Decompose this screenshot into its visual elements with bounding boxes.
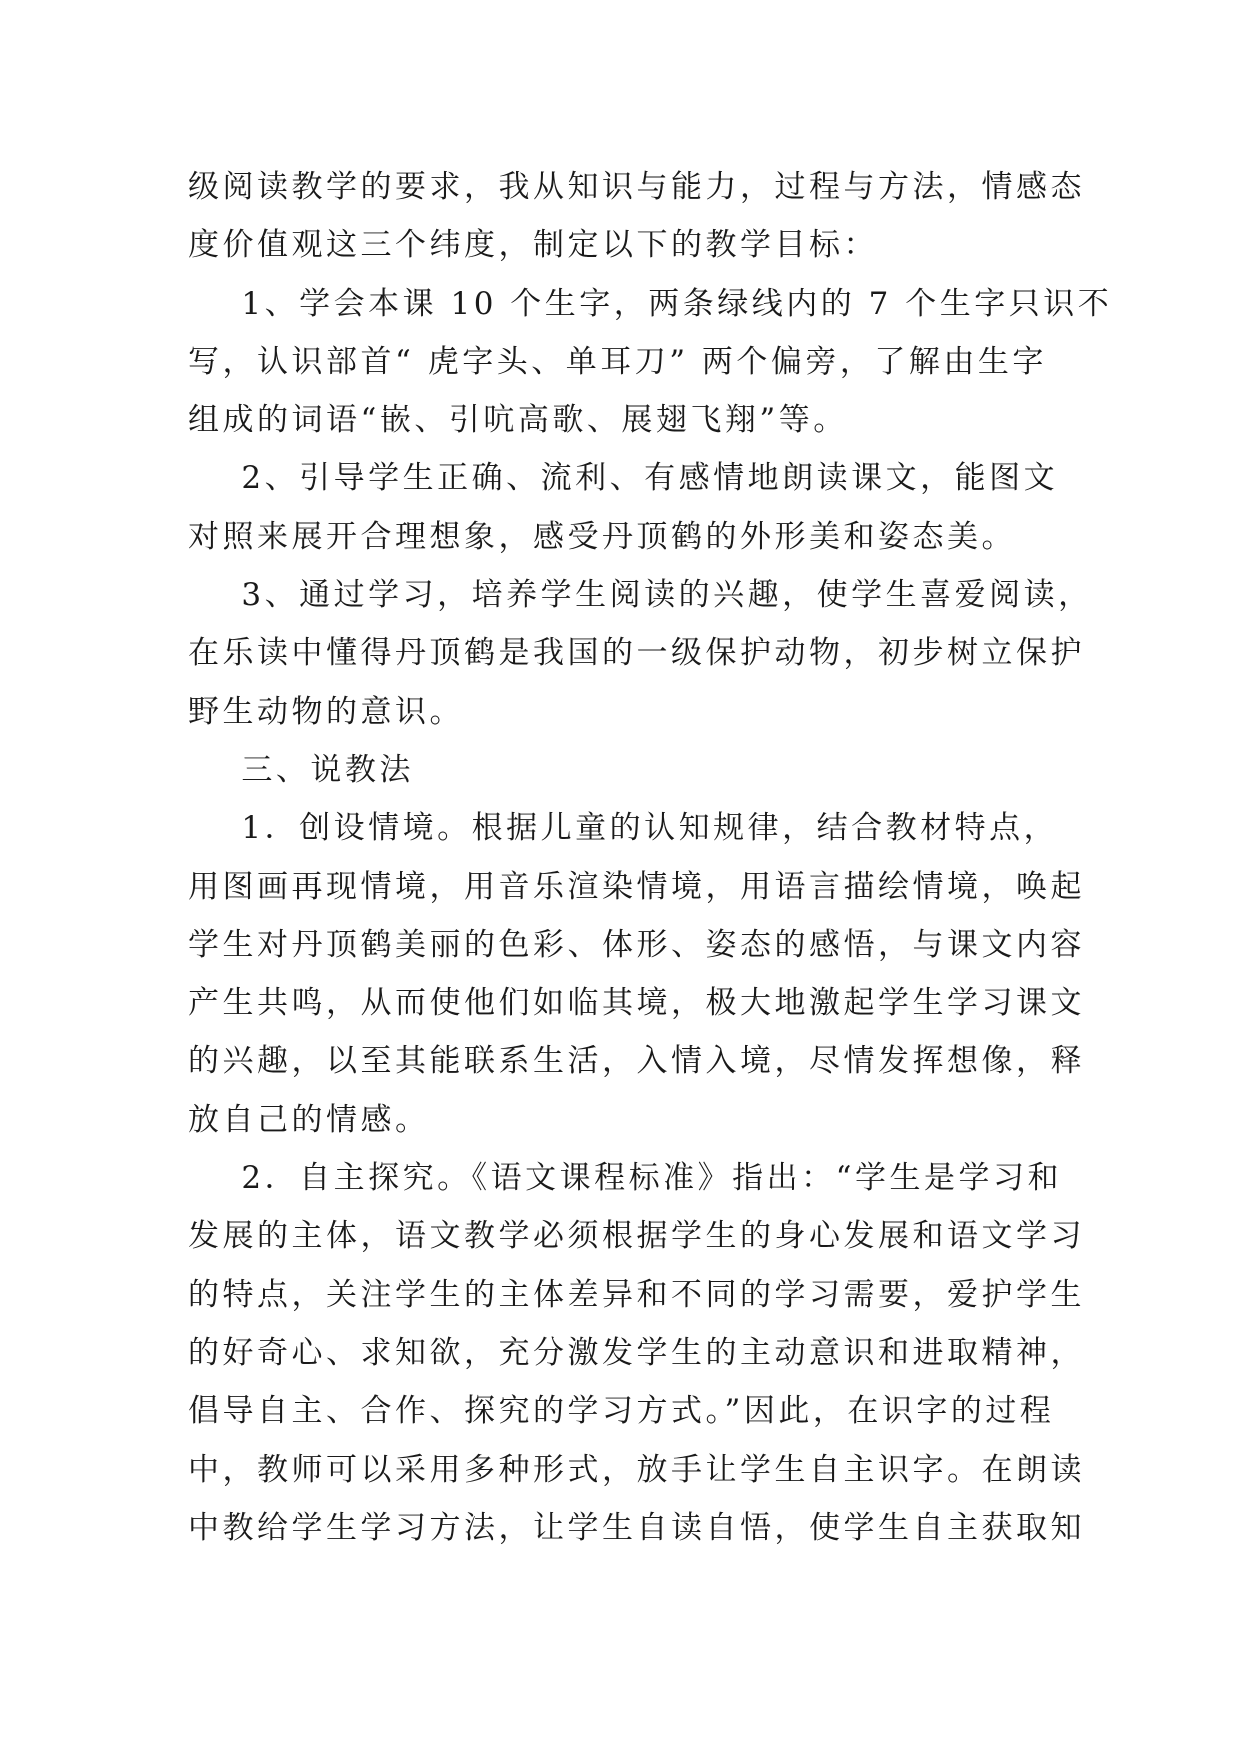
section-heading: 三、说教法 <box>188 751 414 788</box>
text-line: 在乐读中懂得丹顶鹤是我国的一级保护动物，初步树立保护 <box>188 635 1085 672</box>
text-line: 1．创设情境。根据儿童的认知规律，结合教材特点， <box>188 810 1059 847</box>
text-line: 的兴趣，以至其能联系生活，入情入境，尽情发挥想像，释 <box>188 1043 1085 1080</box>
text-line: 写，认识部首“ 虎字头、单耳刀” 两个偏旁，了解由生字 <box>188 343 1047 380</box>
document-body <box>188 158 1113 1557</box>
text-line: 1、学会本课 10 个生字，两条绿线内的 7 个生字只识不 <box>188 285 1113 322</box>
text-line: 对照来展开合理想象，感受丹顶鹤的外形美和姿态美。 <box>188 518 1016 555</box>
text-line: 中，教师可以采用多种形式，放手让学生自主识字。在朗读 <box>188 1451 1085 1488</box>
text-line: 产生共鸣，从而使他们如临其境，极大地激起学生学习课文 <box>188 985 1085 1022</box>
text-line: 3、通过学习，培养学生阅读的兴趣，使学生喜爱阅读， <box>188 577 1093 614</box>
text-line: 的特点，关注学生的主体差异和不同的学习需要，爱护学生 <box>188 1276 1085 1313</box>
text-line: 2．自主探究。《语文课程标准》指出：“学生是学习和 <box>188 1160 1062 1197</box>
text-line: 用图画再现情境，用音乐渲染情境，用语言描绘情境，唤起 <box>188 868 1085 905</box>
text-line: 倡导自主、合作、探究的学习方式。”因此，在识字的过程 <box>188 1393 1055 1430</box>
text-line: 2、引导学生正确、流利、有感情地朗读课文，能图文 <box>188 460 1059 497</box>
text-line: 学生对丹顶鹤美丽的色彩、体形、姿态的感悟，与课文内容 <box>188 926 1085 963</box>
text-line: 野生动物的意识。 <box>188 693 464 730</box>
text-line: 发展的主体，语文教学必须根据学生的身心发展和语文学习 <box>188 1218 1085 1255</box>
text-line: 放自己的情感。 <box>188 1101 430 1138</box>
text-line: 中教给学生学习方法，让学生自读自悟，使学生自主获取知 <box>188 1509 1085 1546</box>
text-line: 的好奇心、求知欲，充分激发学生的主动意识和进取精神， <box>188 1334 1085 1371</box>
text-line: 组成的词语“嵌、引吭高歌、展翅飞翔”等。 <box>188 402 848 439</box>
text-line: 级阅读教学的要求，我从知识与能力，过程与方法，情感态 <box>188 169 1085 205</box>
text-line: 度价值观这三个纬度，制定以下的教学目标： <box>188 227 878 264</box>
